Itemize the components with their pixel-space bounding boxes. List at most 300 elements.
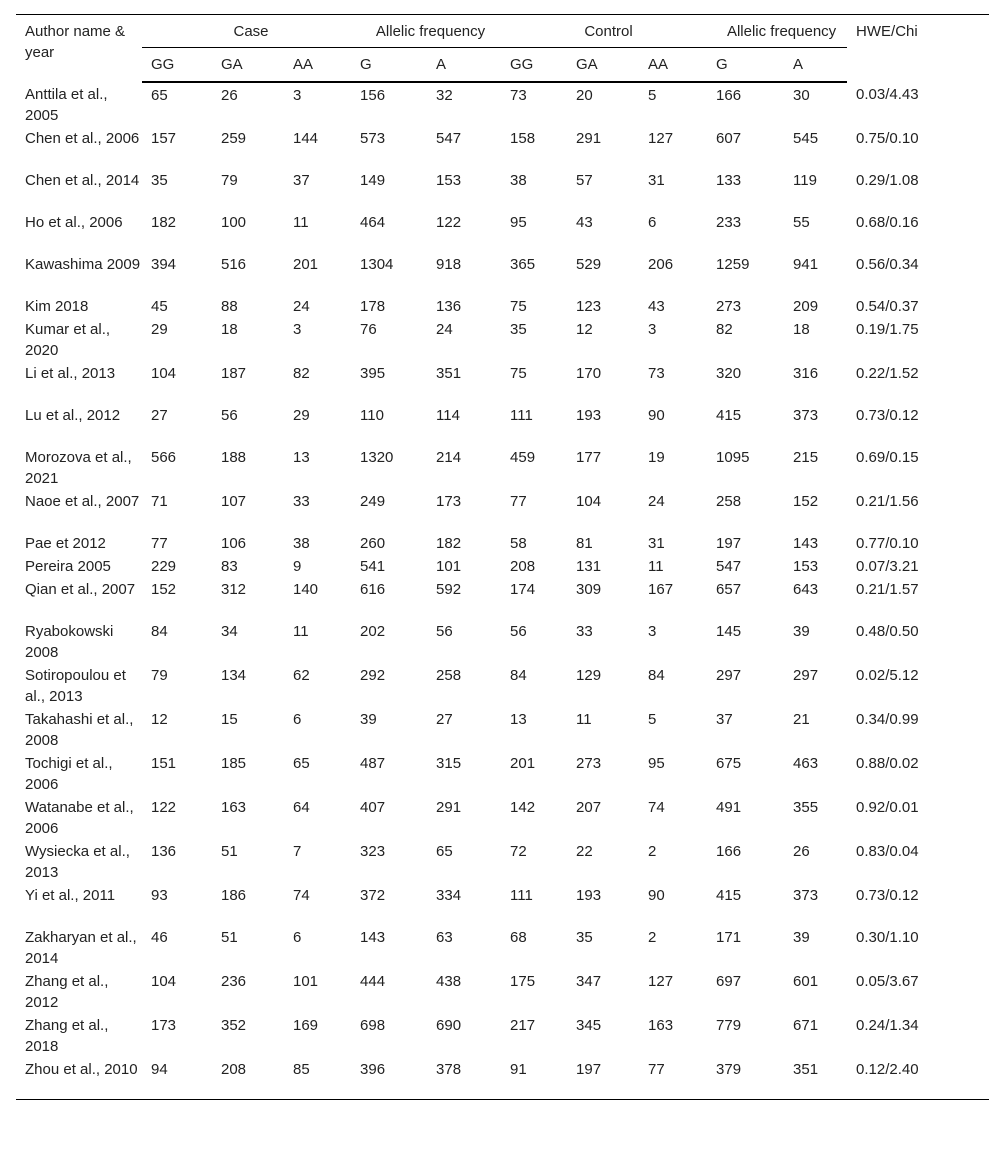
header-control: Control [501, 15, 707, 48]
value-cell: 365 [510, 256, 536, 273]
author-cell: Tochigi et al., 2006 [25, 755, 113, 793]
value-cell: 32 [436, 87, 453, 104]
value-cell: 63 [436, 929, 453, 946]
hwe-cell: 0.30/1.10 [856, 929, 919, 946]
header-hwe: HWE/Chi [847, 15, 989, 83]
hwe-cell: 0.68/0.16 [856, 214, 919, 231]
value-cell: 158 [510, 130, 536, 147]
value-cell: 167 [648, 581, 674, 598]
subheader-control-allele-a: A [784, 48, 847, 83]
author-cell: Watanabe et al., 2006 [25, 799, 134, 837]
value-cell: 208 [510, 558, 536, 575]
value-cell: 27 [151, 407, 168, 424]
value-cell: 123 [576, 298, 602, 315]
value-cell: 81 [576, 535, 593, 552]
value-cell: 3 [648, 321, 657, 338]
hwe-cell: 0.05/3.67 [856, 973, 919, 990]
value-cell: 491 [716, 799, 742, 816]
value-cell: 88 [221, 298, 238, 315]
value-cell: 12 [576, 321, 593, 338]
value-cell: 73 [510, 87, 527, 104]
value-cell: 24 [436, 321, 453, 338]
value-cell: 101 [293, 973, 319, 990]
value-cell: 206 [648, 256, 674, 273]
value-cell: 77 [510, 493, 527, 510]
value-cell: 104 [576, 493, 602, 510]
value-cell: 65 [436, 843, 453, 860]
table-row [16, 445, 989, 489]
value-cell: 106 [221, 535, 247, 552]
value-cell: 76 [360, 321, 377, 338]
value-cell: 85 [284, 1057, 351, 1099]
value-cell: 516 [221, 256, 247, 273]
value-cell: 57 [576, 172, 593, 189]
value-cell: 1320 [360, 449, 394, 466]
value-cell: 29 [151, 321, 168, 338]
value-cell: 107 [221, 493, 247, 510]
value-cell: 547 [436, 130, 462, 147]
value-cell: 209 [793, 298, 819, 315]
value-cell: 297 [793, 667, 819, 684]
value-cell: 12 [151, 711, 168, 728]
value-cell: 156 [360, 87, 386, 104]
value-cell: 438 [436, 973, 462, 990]
value-cell: 352 [221, 1017, 247, 1034]
value-cell: 27 [436, 711, 453, 728]
value-cell: 320 [716, 365, 742, 382]
value-cell: 95 [648, 755, 665, 772]
value-cell: 13 [510, 711, 527, 728]
value-cell: 316 [793, 365, 819, 382]
value-cell: 43 [648, 298, 665, 315]
value-cell: 142 [510, 799, 536, 816]
value-cell: 197 [567, 1057, 639, 1099]
value-cell: 144 [293, 130, 319, 147]
value-cell: 163 [648, 1017, 674, 1034]
value-cell: 71 [151, 493, 168, 510]
value-cell: 55 [793, 214, 810, 231]
value-cell: 11 [648, 558, 664, 575]
value-cell: 345 [576, 1017, 602, 1034]
value-cell: 312 [221, 581, 247, 598]
value-cell: 153 [436, 172, 462, 189]
author-cell: Kawashima 2009 [25, 256, 141, 273]
value-cell: 249 [360, 493, 386, 510]
author-cell: Naoe et al., 2007 [25, 493, 140, 510]
value-cell: 378 [427, 1057, 501, 1099]
value-cell: 487 [360, 755, 386, 772]
value-cell: 79 [221, 172, 238, 189]
value-cell: 77 [639, 1057, 707, 1099]
author-cell: Chen et al., 2006 [25, 130, 140, 147]
value-cell: 34 [221, 623, 238, 640]
value-cell: 151 [151, 755, 177, 772]
value-cell: 38 [293, 535, 310, 552]
header-case: Case [142, 15, 351, 48]
value-cell: 174 [510, 581, 536, 598]
value-cell: 3 [293, 87, 302, 104]
table-container [16, 14, 989, 1100]
value-cell: 918 [436, 256, 462, 273]
value-cell: 101 [436, 558, 462, 575]
value-cell: 259 [221, 130, 247, 147]
value-cell: 396 [351, 1057, 427, 1099]
table-row [16, 361, 989, 403]
subheader-case-allele-a: A [427, 48, 501, 83]
author-cell: Zhang et al., 2018 [25, 1017, 109, 1055]
author-cell: Qian et al., 2007 [25, 581, 136, 598]
value-cell: 291 [436, 799, 462, 816]
value-cell: 197 [716, 535, 742, 552]
subheader-control-ga: GA [567, 48, 639, 83]
subheader-case-gg: GG [142, 48, 212, 83]
value-cell: 592 [436, 581, 462, 598]
value-cell: 573 [360, 130, 386, 147]
value-cell: 315 [436, 755, 462, 772]
value-cell: 182 [151, 214, 177, 231]
value-cell: 202 [360, 623, 386, 640]
hwe-cell: 0.19/1.75 [856, 321, 919, 338]
author-cell: Ho et al., 2006 [25, 214, 123, 231]
value-cell: 6 [648, 214, 657, 231]
table-row [16, 707, 989, 751]
hwe-cell: 0.21/1.57 [856, 581, 919, 598]
value-cell: 601 [793, 973, 819, 990]
value-cell: 35 [576, 929, 593, 946]
value-cell: 31 [648, 172, 665, 189]
value-cell: 46 [151, 929, 168, 946]
subheader-control-gg: GG [501, 48, 567, 83]
value-cell: 1259 [716, 256, 750, 273]
value-cell: 122 [151, 799, 177, 816]
value-cell: 100 [221, 214, 247, 231]
value-cell: 111 [510, 887, 533, 904]
value-cell: 394 [151, 256, 177, 273]
value-cell: 114 [436, 407, 460, 424]
hwe-cell: 0.75/0.10 [856, 130, 919, 147]
value-cell: 122 [436, 214, 462, 231]
value-cell: 463 [793, 755, 819, 772]
table-row [16, 925, 989, 969]
value-cell: 39 [360, 711, 377, 728]
value-cell: 273 [716, 298, 742, 315]
hwe-cell: 0.12/2.40 [847, 1057, 989, 1099]
value-cell: 175 [510, 973, 536, 990]
header-author: Author name & year [16, 15, 142, 83]
value-cell: 94 [142, 1057, 212, 1099]
value-cell: 19 [648, 449, 665, 466]
value-cell: 95 [510, 214, 527, 231]
value-cell: 152 [793, 493, 819, 510]
value-cell: 236 [221, 973, 247, 990]
value-cell: 373 [793, 887, 819, 904]
value-cell: 355 [793, 799, 819, 816]
value-cell: 464 [360, 214, 386, 231]
value-cell: 1095 [716, 449, 750, 466]
value-cell: 407 [360, 799, 386, 816]
hwe-cell: 0.07/3.21 [856, 558, 919, 575]
value-cell: 51 [221, 929, 238, 946]
value-cell: 444 [360, 973, 386, 990]
value-cell: 5 [648, 711, 657, 728]
value-cell: 64 [293, 799, 310, 816]
value-cell: 62 [293, 667, 310, 684]
hwe-cell: 0.22/1.52 [856, 365, 919, 382]
value-cell: 379 [707, 1057, 784, 1099]
value-cell: 56 [510, 623, 527, 640]
value-cell: 24 [648, 493, 665, 510]
subheader-control-aa: AA [639, 48, 707, 83]
value-cell: 72 [510, 843, 527, 860]
hwe-cell: 0.77/0.10 [856, 535, 919, 552]
value-cell: 657 [716, 581, 742, 598]
hwe-cell: 0.02/5.12 [856, 667, 919, 684]
value-cell: 127 [648, 130, 674, 147]
value-cell: 140 [293, 581, 319, 598]
value-cell: 2 [648, 843, 657, 860]
author-cell: Zhang et al., 2012 [25, 973, 109, 1011]
value-cell: 21 [793, 711, 810, 728]
value-cell: 65 [293, 755, 310, 772]
value-cell: 30 [793, 87, 810, 104]
value-cell: 297 [716, 667, 742, 684]
value-cell: 187 [221, 365, 247, 382]
value-cell: 35 [151, 172, 168, 189]
value-cell: 351 [784, 1057, 847, 1099]
author-cell: Chen et al., 2014 [25, 172, 140, 189]
value-cell: 111 [510, 407, 533, 424]
value-cell: 39 [793, 623, 810, 640]
value-cell: 178 [360, 298, 386, 315]
value-cell: 188 [221, 449, 247, 466]
value-cell: 11 [293, 623, 309, 640]
value-cell: 110 [360, 407, 384, 424]
table-row [16, 168, 989, 210]
value-cell: 31 [648, 535, 665, 552]
value-cell: 74 [293, 887, 310, 904]
value-cell: 207 [576, 799, 602, 816]
table-row [16, 317, 989, 361]
value-cell: 547 [716, 558, 742, 575]
value-cell: 166 [716, 843, 742, 860]
value-cell: 169 [293, 1017, 319, 1034]
value-cell: 68 [510, 929, 527, 946]
value-cell: 173 [151, 1017, 177, 1034]
table-row [16, 489, 989, 531]
value-cell: 415 [716, 887, 742, 904]
value-cell: 26 [221, 87, 238, 104]
value-cell: 941 [793, 256, 819, 273]
value-cell: 229 [151, 558, 177, 575]
subheader-case-ga: GA [212, 48, 284, 83]
hwe-cell: 0.34/0.99 [856, 711, 919, 728]
table-row [16, 252, 989, 294]
value-cell: 260 [360, 535, 386, 552]
author-cell: Kim 2018 [25, 298, 89, 315]
value-cell: 545 [793, 130, 819, 147]
value-cell: 607 [716, 130, 742, 147]
value-cell: 7 [293, 843, 302, 860]
value-cell: 77 [151, 535, 168, 552]
value-cell: 171 [716, 929, 742, 946]
table-row [16, 126, 989, 168]
value-cell: 529 [576, 256, 602, 273]
value-cell: 149 [360, 172, 386, 189]
value-cell: 395 [360, 365, 386, 382]
author-cell: Ryabokowski 2008 [25, 623, 114, 661]
value-cell: 173 [436, 493, 462, 510]
value-cell: 233 [716, 214, 742, 231]
value-cell: 201 [510, 755, 536, 772]
value-cell: 291 [576, 130, 602, 147]
value-cell: 215 [793, 449, 819, 466]
table-body [16, 82, 989, 1099]
value-cell: 37 [293, 172, 310, 189]
value-cell: 157 [151, 130, 177, 147]
value-cell: 143 [360, 929, 386, 946]
table-row [16, 531, 989, 554]
value-cell: 11 [293, 214, 309, 231]
value-cell: 675 [716, 755, 742, 772]
value-cell: 83 [221, 558, 238, 575]
value-cell: 208 [212, 1057, 284, 1099]
value-cell: 6 [293, 929, 302, 946]
value-cell: 186 [221, 887, 247, 904]
hwe-cell: 0.29/1.08 [856, 172, 919, 189]
table-row [16, 1057, 989, 1099]
table-row [16, 554, 989, 577]
table-header [16, 15, 989, 83]
value-cell: 131 [576, 558, 602, 575]
value-cell: 351 [436, 365, 462, 382]
author-cell: Wysiecka et al., 2013 [25, 843, 130, 881]
value-cell: 18 [221, 321, 238, 338]
value-cell: 84 [510, 667, 527, 684]
value-cell: 201 [293, 256, 319, 273]
value-cell: 166 [716, 87, 742, 104]
table-row [16, 210, 989, 252]
value-cell: 145 [716, 623, 742, 640]
value-cell: 18 [793, 321, 810, 338]
hwe-cell: 0.03/4.43 [856, 86, 919, 103]
value-cell: 3 [293, 321, 302, 338]
value-cell: 334 [436, 887, 462, 904]
subheader-case-allele-g: G [351, 48, 427, 83]
table-row [16, 1013, 989, 1057]
value-cell: 20 [576, 87, 593, 104]
value-cell: 56 [221, 407, 238, 424]
value-cell: 323 [360, 843, 386, 860]
author-cell: Morozova et al., 2021 [25, 449, 132, 487]
author-cell: Takahashi et al., 2008 [25, 711, 134, 749]
table-row [16, 294, 989, 317]
value-cell: 93 [151, 887, 168, 904]
author-cell: Sotiropoulou et al., 2013 [25, 667, 126, 705]
hwe-cell: 0.92/0.01 [856, 799, 919, 816]
value-cell: 9 [293, 558, 302, 575]
value-cell: 37 [716, 711, 733, 728]
value-cell: 136 [436, 298, 462, 315]
hwe-cell: 0.21/1.56 [856, 493, 919, 510]
hwe-cell: 0.69/0.15 [856, 449, 919, 466]
table-row [16, 751, 989, 795]
value-cell: 33 [293, 493, 310, 510]
value-cell: 119 [793, 172, 817, 189]
value-cell: 84 [151, 623, 168, 640]
author-cell: Kumar et al., 2020 [25, 321, 111, 359]
value-cell: 104 [151, 973, 177, 990]
value-cell: 75 [510, 298, 527, 315]
value-cell: 26 [793, 843, 810, 860]
value-cell: 73 [648, 365, 665, 382]
value-cell: 541 [360, 558, 386, 575]
value-cell: 29 [293, 407, 310, 424]
value-cell: 56 [436, 623, 453, 640]
value-cell: 153 [793, 558, 819, 575]
value-cell: 292 [360, 667, 386, 684]
value-cell: 163 [221, 799, 247, 816]
value-cell: 459 [510, 449, 536, 466]
value-cell: 45 [151, 298, 168, 315]
value-cell: 43 [576, 214, 593, 231]
value-cell: 185 [221, 755, 247, 772]
author-cell: Lu et al., 2012 [25, 407, 121, 424]
value-cell: 24 [293, 298, 310, 315]
value-cell: 193 [576, 887, 602, 904]
value-cell: 15 [221, 711, 238, 728]
value-cell: 152 [151, 581, 177, 598]
value-cell: 671 [793, 1017, 819, 1034]
genotype-frequency-table [16, 14, 989, 1100]
value-cell: 214 [436, 449, 462, 466]
value-cell: 82 [716, 321, 733, 338]
author-cell: Pae et 2012 [25, 535, 106, 552]
value-cell: 182 [436, 535, 462, 552]
value-cell: 177 [576, 449, 602, 466]
value-cell: 58 [510, 535, 527, 552]
value-cell: 35 [510, 321, 527, 338]
author-cell: Pereira 2005 [25, 558, 111, 575]
value-cell: 6 [293, 711, 302, 728]
value-cell: 74 [648, 799, 665, 816]
hwe-cell: 0.88/0.02 [856, 755, 919, 772]
subheader-case-aa: AA [284, 48, 351, 83]
value-cell: 38 [510, 172, 527, 189]
table-row [16, 403, 989, 445]
value-cell: 136 [151, 843, 177, 860]
value-cell: 3 [648, 623, 657, 640]
author-cell: Anttila et al., 2005 [25, 86, 108, 124]
value-cell: 75 [510, 365, 527, 382]
value-cell: 133 [716, 172, 742, 189]
value-cell: 2 [648, 929, 657, 946]
value-cell: 5 [648, 87, 657, 104]
value-cell: 39 [793, 929, 810, 946]
value-cell: 90 [648, 407, 665, 424]
author-cell: Zakharyan et al., 2014 [25, 929, 137, 967]
value-cell: 698 [360, 1017, 386, 1034]
value-cell: 22 [576, 843, 593, 860]
value-cell: 193 [576, 407, 602, 424]
value-cell: 697 [716, 973, 742, 990]
hwe-cell: 0.73/0.12 [856, 407, 919, 424]
header-case-allelic: Allelic frequency [351, 15, 501, 48]
value-cell: 91 [501, 1057, 567, 1099]
table-row [16, 577, 989, 619]
table-row [16, 619, 989, 663]
value-cell: 11 [576, 711, 592, 728]
value-cell: 258 [716, 493, 742, 510]
